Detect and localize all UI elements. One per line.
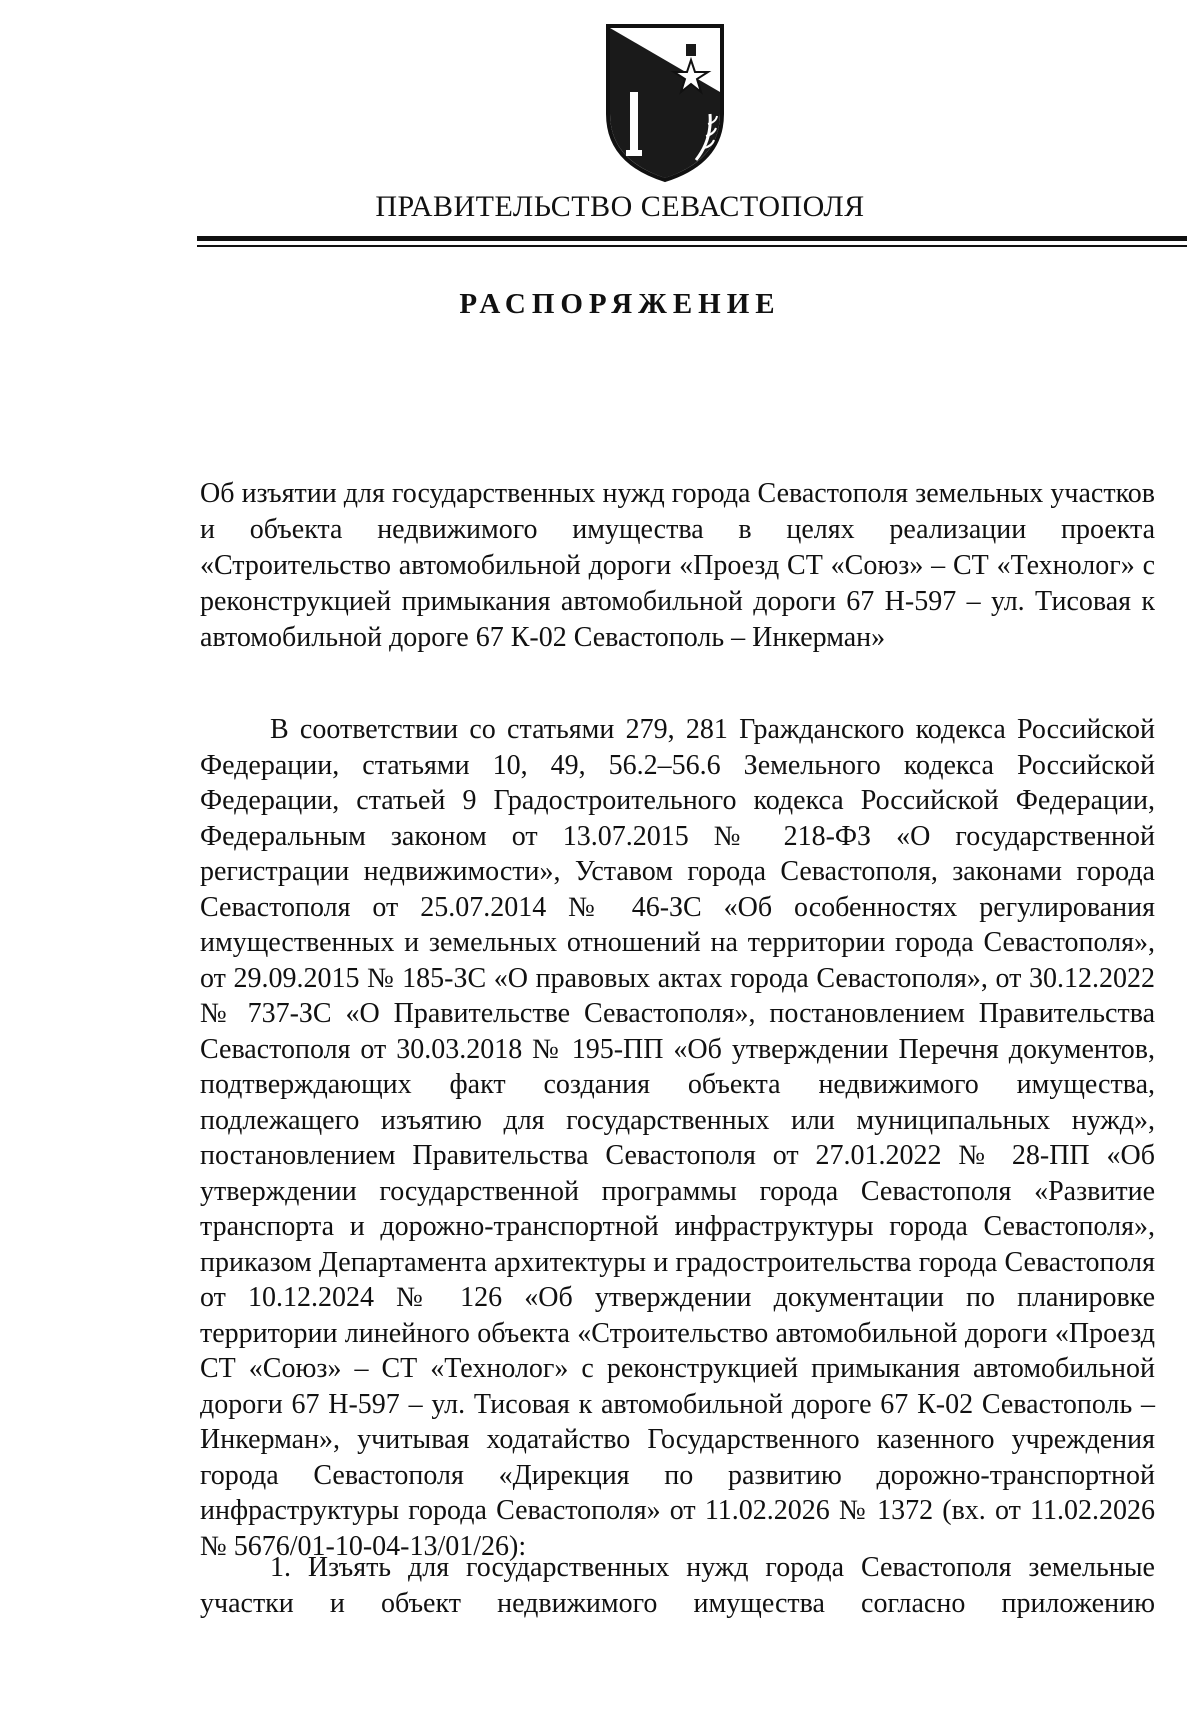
header-rule-thin <box>197 245 1187 247</box>
coat-of-arms-icon <box>600 22 730 184</box>
preamble-paragraph: В соответствии со статьями 279, 281 Гражданского кодекса Российской Федерации, статьями 10, 49, 56.2–56.6 Земельного кодекса Российской Федерации, статьей 9 Градостроительного кодекса Российской Федерации, Федеральным законом от 13.07.2015 № 218-ФЗ «О государственной регистрации недвижимости», Уставом города Севастополя, законами города Севастополя от 25.07.2014 № 46-ЗС «Об особенностях регулирования имущественных и земельных отношений на территории города Севастополя», от 29.09.2015 № 185-ЗС «О правовых актах города Севастополя», от 30.12.2022 № 737-ЗС «О Правительстве Севастополя», постановлением Правительства Севастополя от 30.03.2018 № 195-ПП «Об утверждении Перечня документов, подтверждающих факт создания объекта недвижимого имущества, подлежащего изъятию для государственных или муниципальных нужд», постановлением Правительства Севастополя от 27.01.2022 № 28-ПП «Об утверждении государственной программы города Севастополя «Развитие транспорта и дорожно-транспортной инфраструктуры города Севастополя», приказом Департамента архитектуры и градостроительства города Севастополя от 10.12.2024 № 126 «Об утверждении документации по планировке территории линейного объекта «Строительство автомобильной дороги «Проезд СТ «Союз» – СТ «Технолог» с реконструкцией примыкания автомобильной дороги 67 Н-597 – ул. Тисовая к автомобильной дороге 67 К-02 Севастополь – Инкерман», учитывая ходатайство Государственного казенного учреждения города Севастополя «Дирекция по развитию дорожно-транспортной инфраструктуры города Севастополя» от 11.02.2026 № 1372 (вх. от 11.02.2026 № 5676/01-10-04-13/01/26): <box>200 714 1155 1562</box>
clause-1-paragraph: 1. Изъять для государственных нужд города Севастополя земельные участки и объект недвижимого имущества согласно приложению <box>200 1552 1155 1619</box>
document-title: Об изъятии для государственных нужд города Севастополя земельных участков и объекта недвижимого имущества в целях реализации проекта «Строительство автомобильной дороги «Проезд СТ «Союз» – СТ «Технолог» с реконструкцией примыкания автомобильной дороги 67 Н-597 – ул. Тисовая к автомобильной дороге 67 К-02 Севастополь – Инкерман» <box>200 478 1155 653</box>
document-type-heading: РАСПОРЯЖЕНИЕ <box>459 288 781 320</box>
organization-name: ПРАВИТЕЛЬСТВО СЕВАСТОПОЛЯ <box>375 190 865 223</box>
header-rule-thick <box>197 236 1187 241</box>
